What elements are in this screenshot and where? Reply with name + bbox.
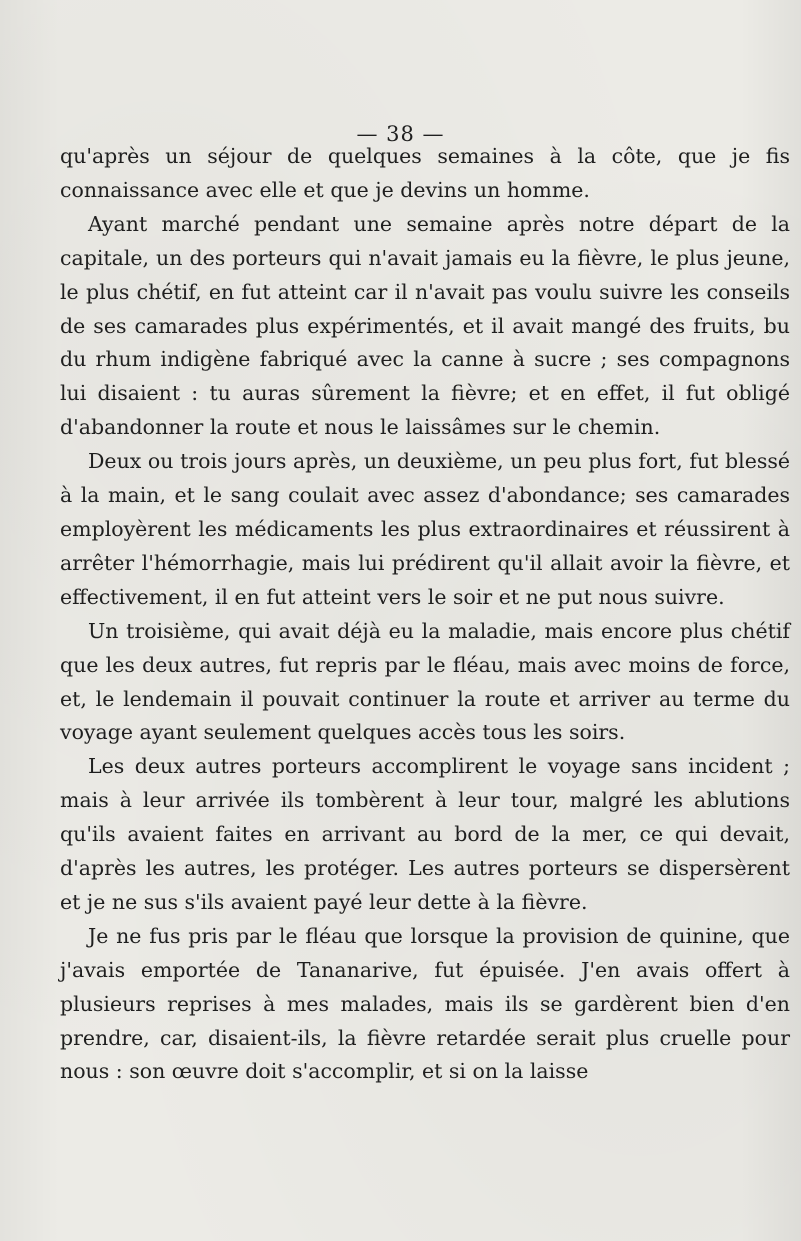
paragraph-1: qu'après un séjour de quelques semaines à la côte, que je fis connaissance avec elle et que je devins un homme. bbox=[60, 144, 790, 202]
paragraph-2: Ayant marché pendant une semaine après notre départ de la capitale, un des porteurs qui n'avait jamais eu la fièvre, le plus jeune, le plus chétif, en fut atteint car il n'avait pas voulu suivre les conseils de ses camarades plus expérimentés, et il avait mangé des fruits, bu du rhum indigène fabriqué avec la canne à sucre ; ses compagnons lui disaient : tu auras sûrement la fièvre; et en effet, il fut obligé d'abandonner la route et nous le laissâmes sur le chemin. bbox=[60, 211, 790, 440]
paragraph-4: Un troisième, qui avait déjà eu la maladie, mais encore plus chétif que les deux autres, fut repris par le fléau, mais avec moins de force, et, le lendemain il pouvait continuer la route et arriver au terme du voyage ayant seulement quelques accès tous les soirs. bbox=[60, 618, 790, 745]
paragraph-5: Les deux autres porteurs accomplirent le voyage sans incident ; mais à leur arrivée ils tombèrent à leur tour, malgré les ablutions qu'ils avaient faites en arrivant au bord de la mer, ce qui devait, d'après les autres, les protéger. Les autres porteurs se dispersèrent et je ne sus s'ils avaient payé leur dette à la fièvre. bbox=[60, 754, 790, 914]
paragraph-3: Deux ou trois jours après, un deuxième, un peu plus fort, fut blessé à la main, et le sang coulait avec assez d'abondance; ses camarades employèrent les médicaments les plus extraordinaires et réussirent à arrêter l'hémorrhagie, mais lui prédirent qu'il allait avoir la fièvre, et effectivement, il en fut atteint vers le soir et ne put nous suivre. bbox=[60, 449, 790, 609]
page-number: — 38 — bbox=[356, 122, 445, 146]
body-text bbox=[60, 140, 790, 1089]
paragraph-6: Je ne fus pris par le fléau que lorsque la provision de quinine, que j'avais emportée de Tananarive, fut épuisée. J'en avais offert à plusieurs reprises à mes malades, mais ils se gardèrent bien d'en prendre, car, disaient-ils, la fièvre retardée serait plus cruelle pour nous : son œuvre doit s'accomplir, et si on la laisse bbox=[60, 923, 790, 1084]
